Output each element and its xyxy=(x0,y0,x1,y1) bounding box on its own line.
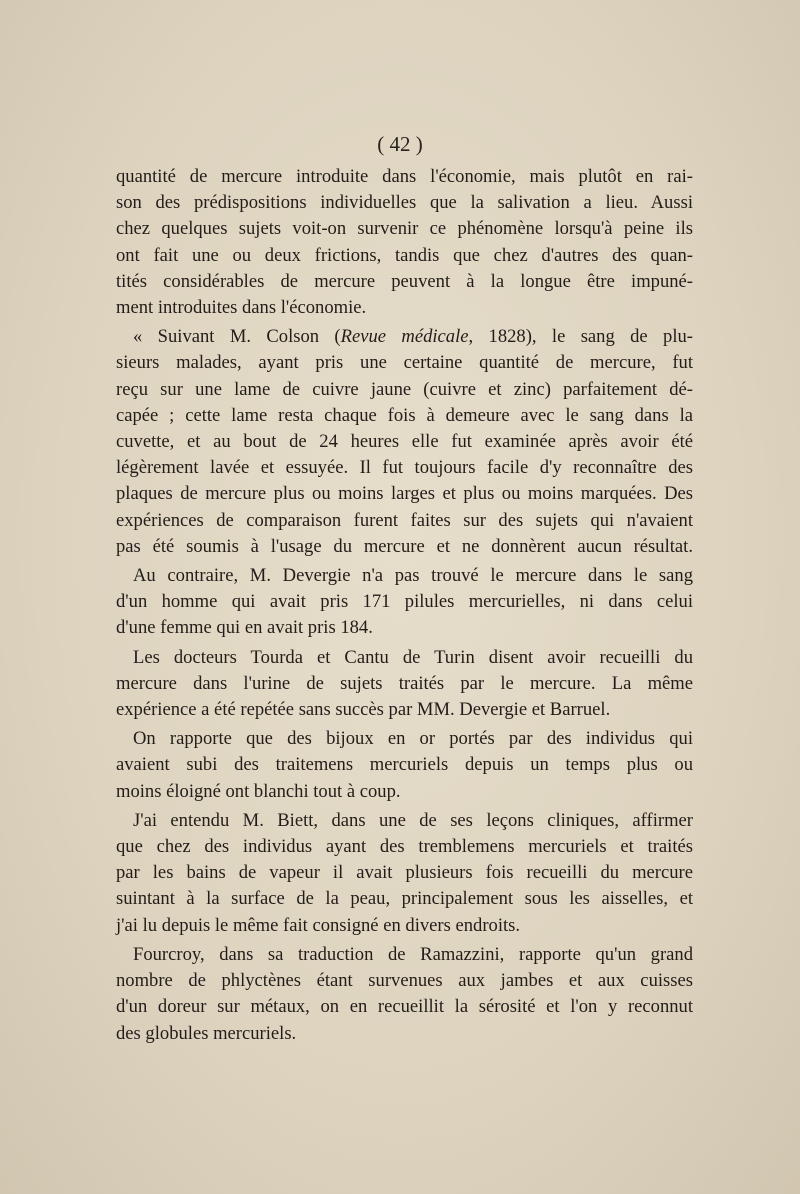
text-line: On rapporte que des bijoux en or portés par des individus qui xyxy=(133,728,693,750)
text-line: j'ai lu depuis le même fait consigné en divers endroits. xyxy=(116,914,521,936)
journal-title: Revue médicale xyxy=(340,326,469,348)
text-line: d'un homme qui avait pris 171 pilules mercurielles, ni dans celui xyxy=(116,591,693,613)
paragraph-3 xyxy=(116,563,693,642)
text-fragment: « Suivant M. Colson ( xyxy=(133,326,341,348)
text-line: cuvette, et au bout de 24 heures elle fut examinée après avoir été xyxy=(116,431,693,453)
text-line: suintant à la surface de la peau, principalement sous les aisselles, et xyxy=(116,888,693,910)
text-line: nombre de phlyctènes étant survenues aux jambes et aux cuisses xyxy=(116,970,693,992)
text-line: quantité de mercure introduite dans l'économie, mais plutôt en rai- xyxy=(116,166,693,187)
paragraph-7 xyxy=(116,942,693,1047)
text-line: des globules mercuriels. xyxy=(116,1022,297,1044)
text-line: mercure dans l'urine de sujets traités par le mercure. La même xyxy=(116,672,693,694)
text-line: par les bains de vapeur il avait plusieurs fois recueilli du mercure xyxy=(116,862,693,884)
paragraph-4 xyxy=(116,645,693,724)
text-line: son des prédispositions individuelles que la salivation a lieu. Aussi xyxy=(116,192,693,214)
text-line: reçu sur une lame de cuivre jaune (cuivre et zinc) parfaitement dé- xyxy=(116,378,693,400)
text-line: Fourcroy, dans sa traduction de Ramazzini, rapporte qu'un grand xyxy=(133,943,693,965)
page-number: ( 42 ) xyxy=(377,132,423,156)
text-line: sieurs malades, ayant pris une certaine quantité de mercure, fut xyxy=(116,352,693,374)
text-fragment: , 1828), le sang de plu- xyxy=(468,326,693,348)
text-line: moins éloigné ont blanchi tout à coup. xyxy=(116,780,401,802)
text-line: tités considérables de mercure peuvent à la longue être impuné- xyxy=(116,270,693,292)
paragraph-1 xyxy=(116,164,693,321)
text-line: d'une femme qui en avait pris 184. xyxy=(116,617,373,639)
text-line: Les docteurs Tourda et Cantu de Turin disent avoir recueilli du xyxy=(133,646,693,668)
paragraph-2 xyxy=(116,324,693,560)
text-line: expériences de comparaison furent faites sur des sujets qui n'avaient xyxy=(116,509,693,531)
text-line: d'un doreur sur métaux, on en recueillit la sérosité et l'on y reconnut xyxy=(116,996,693,1018)
text-line: plaques de mercure plus ou moins larges et plus ou moins marquées. Des xyxy=(116,483,693,505)
text-line: ont fait une ou deux frictions, tandis que chez d'autres des quan- xyxy=(116,244,693,266)
text-line: capée ; cette lame resta chaque fois à demeure avec le sang dans la xyxy=(116,404,693,426)
text-line xyxy=(116,324,693,350)
text-line: ment introduites dans l'économie. xyxy=(116,297,367,319)
text-line: Au contraire, M. Devergie n'a pas trouvé le mercure dans le sang xyxy=(133,565,693,587)
body-text xyxy=(116,164,693,1047)
text-line: avaient subi des traitemens mercuriels depuis un temps plus ou xyxy=(116,754,693,776)
paragraph-6 xyxy=(116,808,693,939)
text-line: chez quelques sujets voit-on survenir ce phénomène lorsqu'à peine ils xyxy=(116,218,693,240)
text-line: légèrement lavée et essuyée. Il fut toujours facile d'y reconnaître des xyxy=(116,457,693,479)
text-line: que chez des individus ayant des tremblemens mercuriels et traités xyxy=(116,836,693,858)
text-line: pas été soumis à l'usage du mercure et ne donnèrent aucun résultat. xyxy=(116,535,693,557)
text-line: J'ai entendu M. Biett, dans une de ses leçons cliniques, affirmer xyxy=(133,809,693,831)
paragraph-5 xyxy=(116,726,693,805)
text-line: expérience a été repétée sans succès par MM. Devergie et Barruel. xyxy=(116,699,611,721)
